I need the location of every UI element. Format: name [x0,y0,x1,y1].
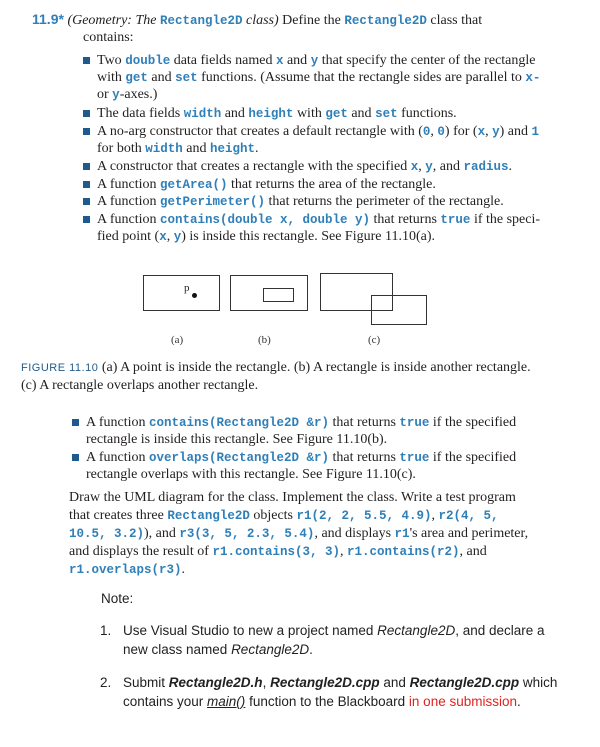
bullet-text [97,123,539,141]
text-segment: A function [97,212,160,227]
bullet-text [97,176,436,194]
text-segment: ) for ( [444,124,478,139]
figure-a-rectangle [143,275,220,311]
code-token: height [248,107,294,121]
text-segment: and [182,141,210,156]
text-segment: . [508,159,512,174]
text-segment: objects [249,508,297,523]
text-segment: . [254,141,259,156]
text-segment: A function [97,177,160,192]
figure-caption: FIGURE 11.10 (a) A point is inside the rectangle. (b) A rectangle is inside another rectangle. [21,360,531,375]
bullet-text [86,466,416,483]
code-token: true [399,451,430,465]
text-segment: rectangle overlaps with this rectangle. See Figure 11.10(c). [86,467,416,482]
figure-caption-a: (a) [171,334,184,346]
text-segment: Draw the UML diagram for the class. Implement the class. Write a test program [69,490,516,505]
code-token: r1.contains(r2) [347,545,460,559]
text-segment: functions. (Assume that the rectangle sides are parallel to [197,70,526,85]
note-item-1-line1: Use Visual Studio to new a project named Rectangle2D, and declare a [123,623,545,638]
code-token: getArea() [160,178,228,192]
bullet-text [97,193,504,211]
text-segment: ) and [499,124,532,139]
code-token: x [410,160,419,174]
code-token: r1(2, 2, 5.5, 4.9) [296,509,432,523]
exercise-title-code: Rectangle2D [159,14,243,28]
code-token: y [425,160,433,174]
text-segment: ) is inside this rectangle. See Figure 11.10(a). [181,229,435,244]
code-token: y [310,54,319,68]
code-token: r1.overlaps(r3) [69,563,182,577]
code-token: y [112,88,120,102]
code-token: y [492,125,500,139]
bullet-square-icon [83,198,90,205]
bullet-square-icon [83,163,90,170]
text-segment: with [293,106,326,121]
note-item-2-number: 2. [100,675,112,690]
text-segment: and [347,106,376,121]
code-token: getPerimeter() [160,195,266,209]
code-token: r3(3, 5, 2.3, 5.4) [179,527,315,541]
text-segment: and [147,70,176,85]
bullet-text [86,431,387,448]
text-segment: that returns [370,212,441,227]
bullet-text [86,449,516,467]
bullet-text [97,86,157,104]
exercise-title: (Geometry: The [67,13,157,28]
paragraph-line [69,525,528,543]
text-segment: A function [86,415,149,430]
paragraph-line [69,561,185,579]
note-item-1-line2: new class named Rectangle2D. [123,642,313,657]
bullet-square-icon [83,181,90,188]
exercise-number: 11.9* [32,11,64,27]
text-segment: 's area and perimeter, [409,526,529,541]
figure-a-point-label: p [184,282,190,294]
note-title: Note: [101,591,134,606]
figure-caption-b: (b) [258,334,271,346]
text-segment: with [97,70,126,85]
code-token: x [159,230,167,244]
code-token: 10.5, 3.2) [69,527,145,541]
text-segment: and displays the result of [69,544,213,559]
figure-caption-label: FIGURE 11.10 [21,362,99,374]
text-segment: . [181,562,186,577]
code-token: y [173,230,182,244]
text-segment: ), and [144,526,180,541]
code-token: width [145,142,183,156]
code-token: set [375,107,398,121]
code-token: true [440,213,471,227]
code-token: 0 [422,125,431,139]
exercise-intro-line2: contains: [83,30,134,45]
bullet-square-icon [83,216,90,223]
code-token: Rectangle2D [167,509,250,523]
text-segment: A function [86,450,149,465]
code-token: 1 [531,125,540,139]
text-segment: that specify the center of the rectangle [318,53,536,68]
exercise-header: 11.9* (Geometry: The Rectangle2D class) Define the Rectangle2D class that [32,11,483,28]
text-segment: , [485,124,493,139]
text-segment: or [97,87,113,102]
code-token: x- [525,71,541,85]
text-segment: if the specified [429,450,517,465]
note-item-2-line1: Submit Rectangle2D.h, Rectangle2D.cpp and Rectangle2D.cpp which [123,675,558,690]
text-segment: if the specified [429,415,517,430]
text-segment: that returns [329,415,400,430]
bullet-square-icon [83,110,90,117]
text-segment: -axes.) [119,87,158,102]
bullet-text [86,414,516,432]
text-segment: , and [459,544,487,559]
code-token: r1.contains(3, 3) [212,545,341,559]
text-segment: if the speci- [470,212,541,227]
text-segment: and [221,106,249,121]
figure-caption-line2: (c) A rectangle overlaps another rectangle. [21,378,259,393]
figure-caption-c: (c) [368,334,381,346]
text-segment: , [430,124,438,139]
text-segment: that returns the perimeter of the rectangle. [265,194,504,209]
code-token: height [209,142,255,156]
text-segment: functions. [397,106,457,121]
text-segment: fied point ( [97,229,160,244]
text-segment: , and displays [314,526,395,541]
text-segment: that returns the area of the rectangle. [227,177,436,192]
note-item-1-number: 1. [100,623,112,638]
code-token: x [275,54,284,68]
note-item-2-line2: contains your main() function to the Blackboard in one submission. [123,694,521,709]
code-token: contains(double x, double y) [160,213,371,227]
text-segment: , [431,508,439,523]
figure-a-point [192,293,197,298]
text-segment: and [283,53,311,68]
text-segment: , [340,544,348,559]
code-token: double [125,54,171,68]
text-segment: , and [432,159,464,174]
code-token: get [125,71,148,85]
text-segment: A no-arg constructor that creates a default rectangle with ( [97,124,423,139]
paragraph-line [69,543,487,561]
text-segment: , [418,159,426,174]
paragraph-line [69,507,499,525]
code-token: x [477,125,486,139]
bullet-square-icon [83,128,90,135]
text-segment: Two [97,53,126,68]
text-segment: that returns [329,450,400,465]
bullet-square-icon [83,57,90,64]
paragraph-line [69,489,516,506]
code-token: width [183,107,222,121]
code-token: overlaps(Rectangle2D &r) [149,451,330,465]
text-segment: for both [97,141,146,156]
bullet-text [97,158,512,176]
text-segment: data fields named [170,53,276,68]
text-segment: rectangle is inside this rectangle. See Figure 11.10(b). [86,432,388,447]
bullet-text [97,140,258,158]
figure-b-inner-rectangle [263,288,294,302]
text-segment: A constructor that creates a rectangle with the specified [97,159,411,174]
bullet-text [97,105,457,123]
code-token: true [399,416,430,430]
bullet-text [97,228,435,246]
text-segment: The data fields [97,106,184,121]
text-segment: , [166,229,174,244]
bullet-square-icon [72,419,79,426]
bullet-text [97,211,540,229]
code-token: set [175,71,198,85]
code-token: get [325,107,348,121]
code-token: contains(Rectangle2D &r) [149,416,330,430]
text-segment: that creates three [69,508,168,523]
figure-c-rectangle-2 [371,295,427,325]
code-token: 0 [437,125,445,139]
code-token: r2(4, 5, [438,509,499,523]
code-token: radius [463,160,509,174]
bullet-text [97,69,540,87]
bullet-text [97,52,535,70]
code-token: r1 [394,527,410,541]
text-segment: A function [97,194,160,209]
bullet-square-icon [72,454,79,461]
